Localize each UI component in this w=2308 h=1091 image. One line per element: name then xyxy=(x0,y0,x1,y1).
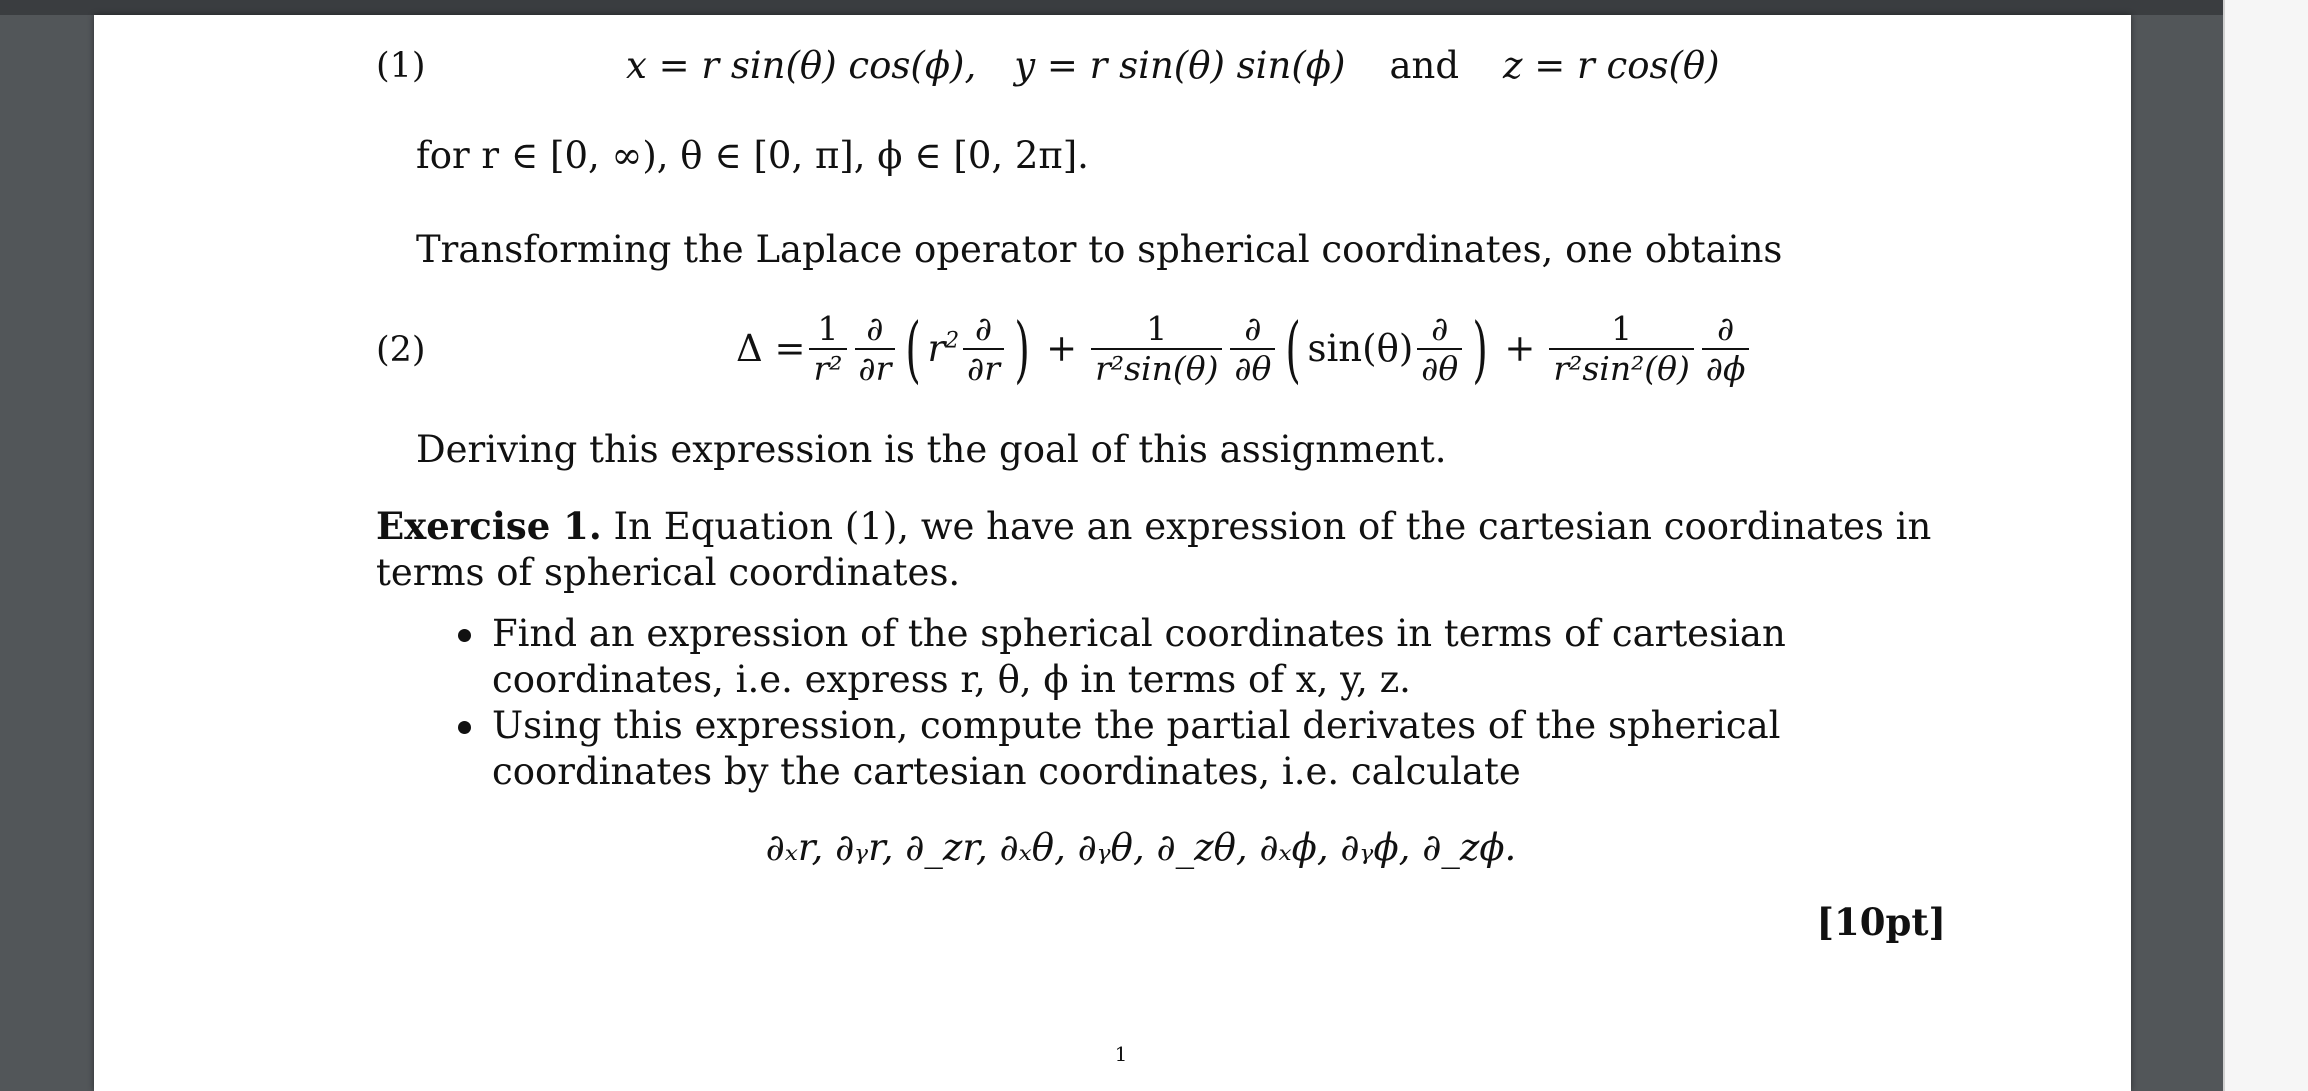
equation-1-number: (1) xyxy=(376,46,426,86)
equation-2-body: Δ = $\frac{1}{\text{r²}}$ $\frac{\partial}{\partial r}$ ( $r^2$ $\frac{\partial}{\partial r}$ ) + $\frac{1}{\text{r²sin(θ)}}$ $\frac{\partial}{\partial\theta}$ ( sin(θ) $\frac{\partial}{\partial\theta}$ ) + $\frac{1}{\text{r²sin²(θ)}}$ $\frac{\partial}{\partial\phi}$ xyxy=(736,299,1753,399)
term2-fraction: $\frac{1}{\text{r²sin(θ)}}$ xyxy=(1091,310,1222,388)
sin-theta: sin(θ) xyxy=(1307,327,1414,370)
term2-derivative: $\frac{\partial}{\partial\theta}$ xyxy=(1230,310,1275,388)
inner-derivative-theta: $\frac{\partial}{\partial\theta}$ xyxy=(1417,310,1462,388)
eq1-y-expression: y = r sin(θ) sin(ϕ) xyxy=(1014,44,1346,87)
term3-fraction: $\frac{1}{\text{r²sin²(θ)}}$ xyxy=(1549,310,1694,388)
exercise-bullet-list xyxy=(458,611,1946,795)
bullet-icon xyxy=(458,721,471,734)
left-paren-icon: ( xyxy=(1285,307,1302,391)
derivatives-list: ∂ₓr, ∂ᵧr, ∂_zr, ∂ₓθ, ∂ᵧθ, ∂_zθ, ∂ₓϕ, ∂ᵧϕ, ∂_zϕ. xyxy=(765,826,1517,869)
eq1-z-expression: z = r cos(θ) xyxy=(1503,44,1720,87)
eq1-connector: and xyxy=(1389,44,1460,87)
points-tag: [10pt] xyxy=(1816,900,1946,944)
right-paren-icon: ) xyxy=(1014,307,1030,391)
exercise-1 xyxy=(376,503,1946,596)
bullet-text: Using this expression, compute the partial derivates of the spherical coordinates by the cartesian coordinates, i.e. calculate xyxy=(492,704,1781,793)
term1-fraction: $\frac{1}{\text{r²}}$ xyxy=(809,310,846,388)
inner-derivative-r: $\frac{\partial}{\partial r}$ xyxy=(963,310,1004,388)
equation-2-number: (2) xyxy=(376,330,426,370)
equation-1-body xyxy=(626,43,1720,89)
equation-2 xyxy=(376,299,1946,399)
document-page xyxy=(94,15,2131,1091)
r-squared: $r^2$ xyxy=(927,327,960,370)
term3-derivative: $\frac{\partial}{\partial\phi}$ xyxy=(1702,310,1750,388)
left-paren-icon: ( xyxy=(905,307,922,391)
viewer-top-strip xyxy=(0,0,2223,15)
laplace-intro-text: Transforming the Laplace operator to spherical coordinates, one obtains xyxy=(416,228,1783,271)
bullet-icon xyxy=(458,629,471,642)
right-paren-icon: ) xyxy=(1472,307,1488,391)
scrollbar-track[interactable] xyxy=(2223,0,2308,1091)
bullet-text: Find an expression of the spherical coordinates in terms of cartesian coordinates, i.e. express r, θ, ϕ in terms of x, y, z. xyxy=(492,612,1786,701)
exercise-text: In Equation (1), we have an expression of the cartesian coordinates in terms of spherical coordinates. xyxy=(376,505,1932,594)
domain-text: for r ∈ [0, ∞), θ ∈ [0, π], ϕ ∈ [0, 2π]. xyxy=(416,134,1089,177)
eq1-x-expression: x = r sin(θ) cos(ϕ), xyxy=(626,44,977,87)
exercise-label: Exercise 1. xyxy=(376,504,602,548)
list-item xyxy=(458,703,1946,795)
deriving-text: Deriving this expression is the goal of this assignment. xyxy=(416,428,1447,471)
term1-derivative: $\frac{\partial}{\partial r}$ xyxy=(855,310,896,388)
laplace-lhs: Δ = xyxy=(736,327,806,370)
page-number: 1 xyxy=(1114,1042,1128,1066)
equation-1 xyxy=(376,43,1946,89)
list-item xyxy=(458,611,1946,703)
